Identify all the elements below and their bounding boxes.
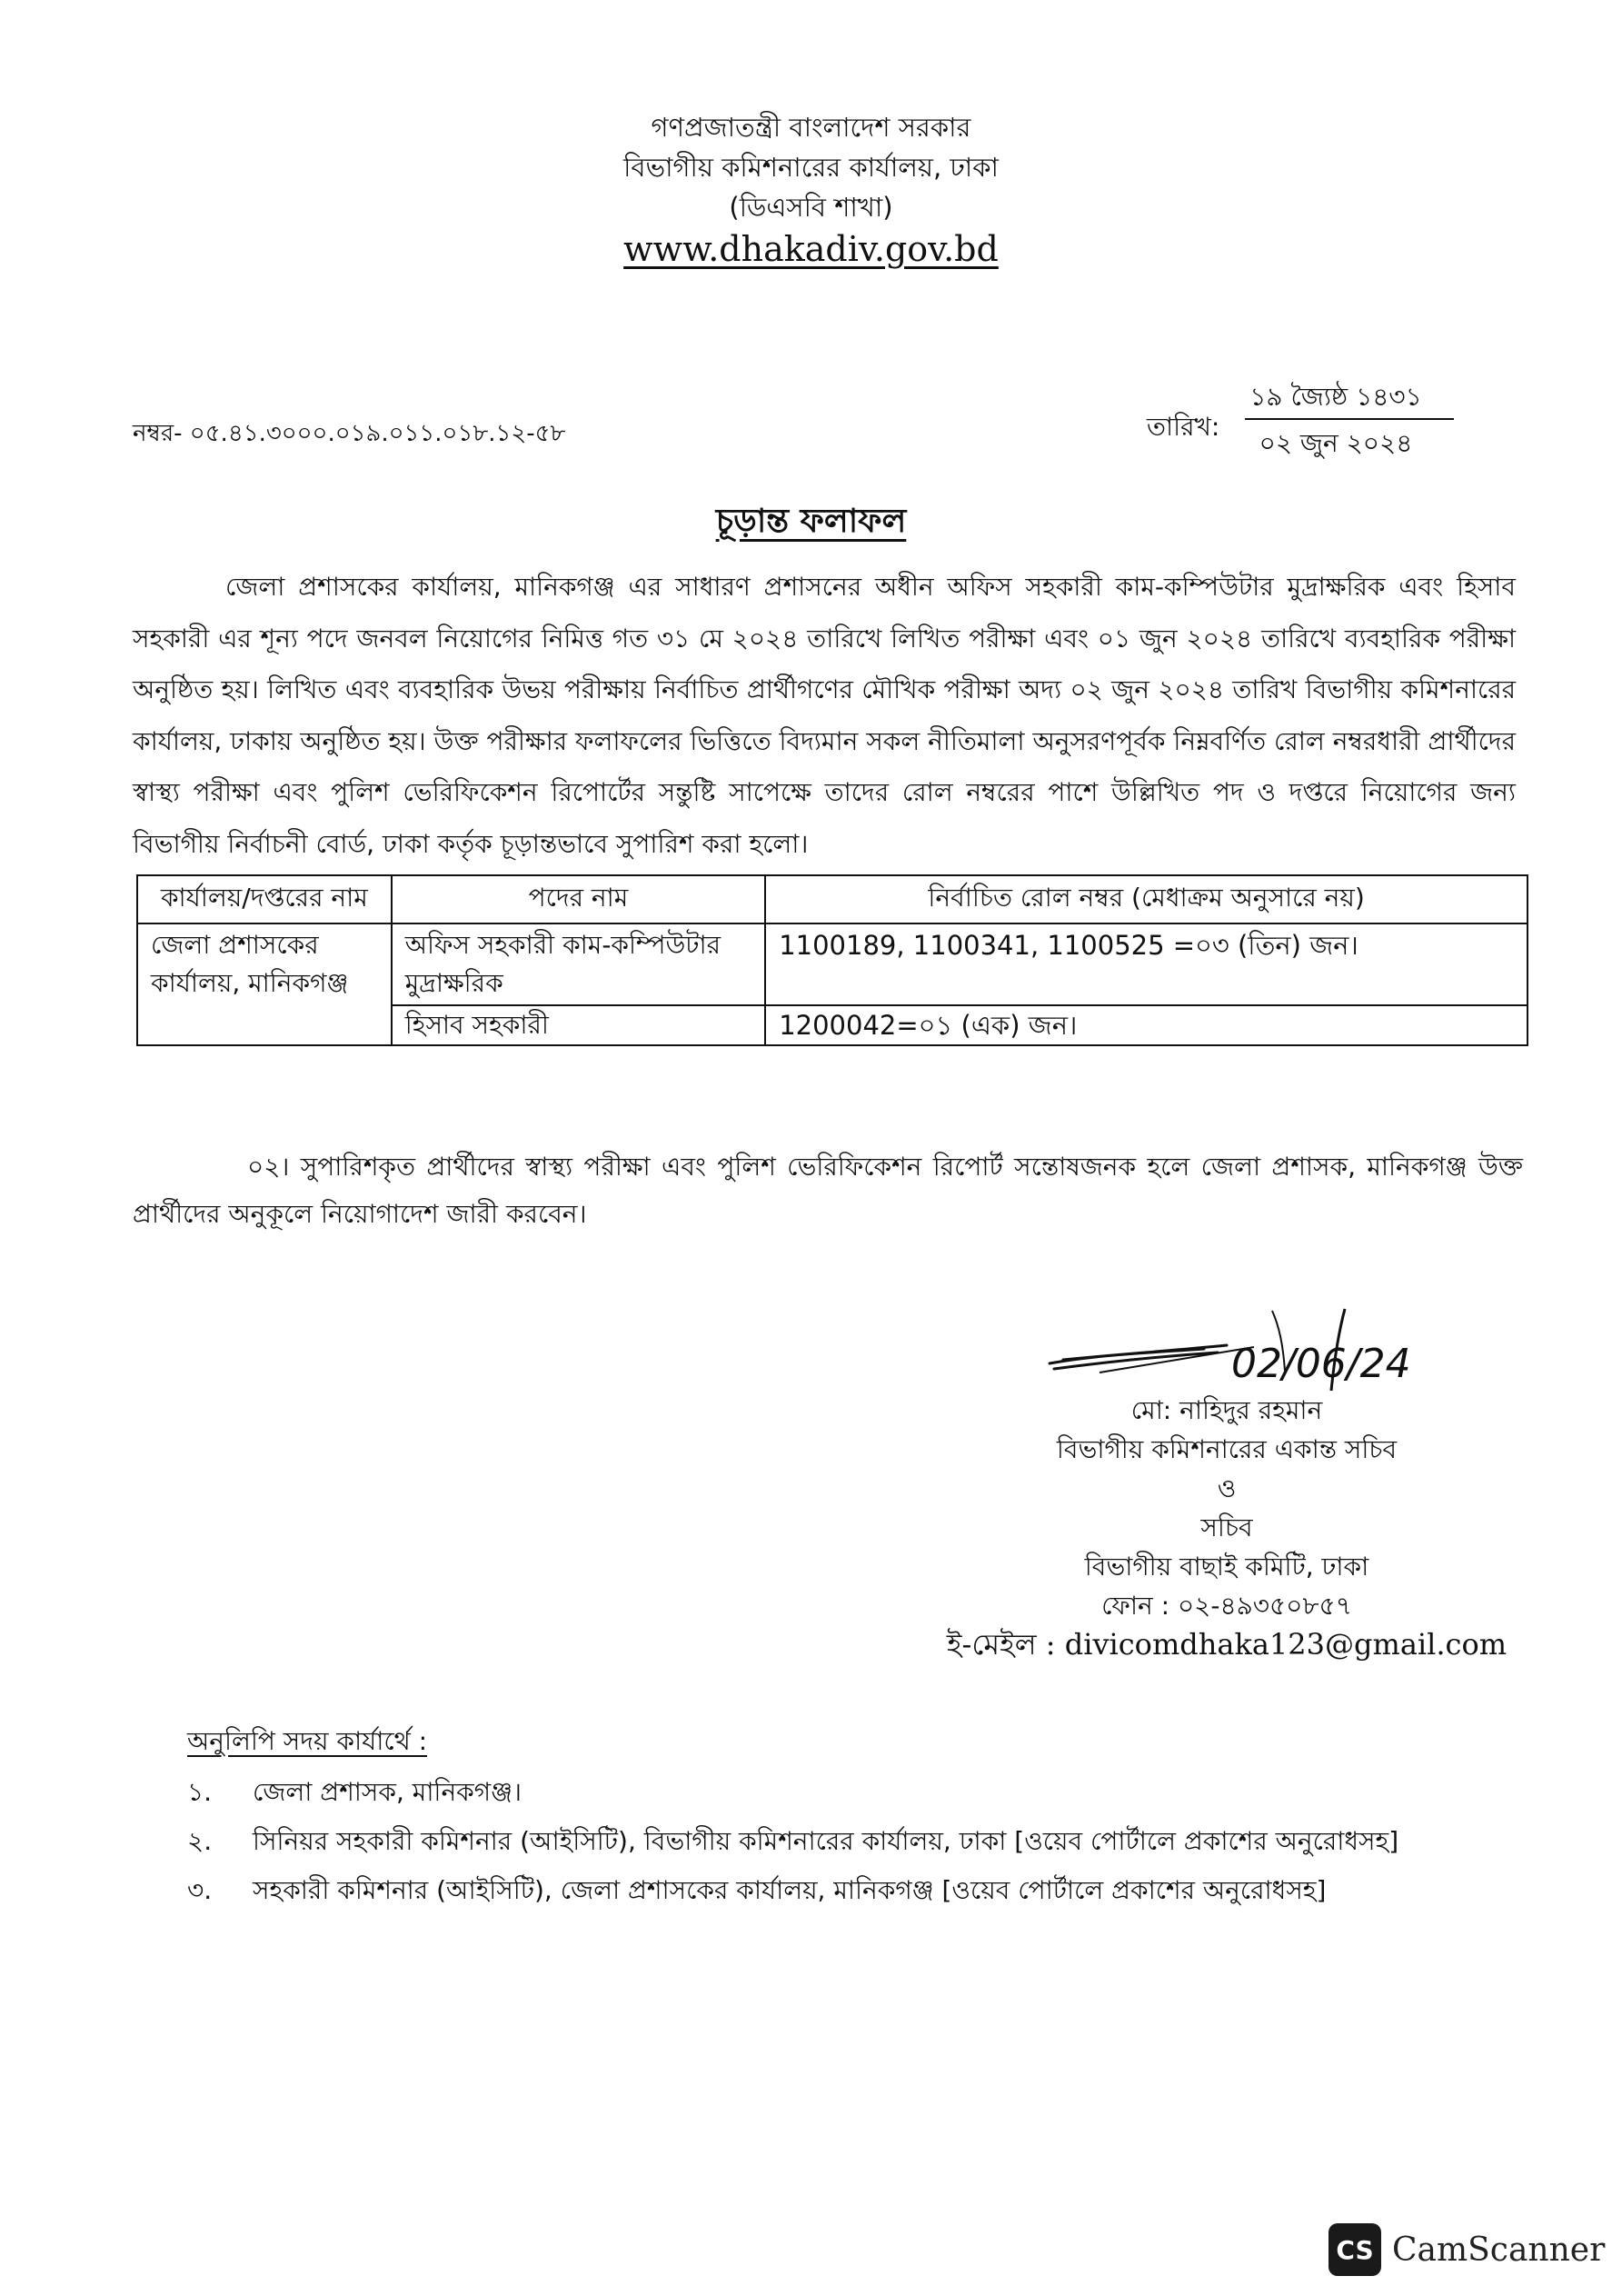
table-cell-rolls: 1100189, 1100341, 1100525 =০৩ (তিন) জন। [765, 923, 1527, 1005]
table-header-row [137, 875, 1527, 923]
list-item-number: ৩. [187, 1875, 213, 1905]
signatory-email[interactable]: ই-মেইল : divicomdhaka123@gmail.com [946, 1627, 1508, 1662]
date-bangla: ১৯ জ্যৈষ্ঠ ১৪৩১ [1249, 382, 1422, 412]
table-header-rolls: নির্বাচিত রোল নম্বর (মেধাক্রম অনুসারে নয়) [765, 875, 1527, 923]
memo-reference: নম্বর- ০৫.৪১.৩০০০.০১৯.০১১.০১৮.১২-৫৮ [133, 420, 566, 447]
table-row [137, 923, 1527, 1005]
signatory-phone: ফোন : ০২-৪৯৩৫০৮৫৭ [1101, 1591, 1352, 1621]
list-item-text: জেলা প্রশাসক, মানিকগঞ্জ। [253, 1777, 522, 1807]
date-divider [1245, 418, 1454, 420]
table-header-post: পদের নাম [392, 875, 765, 923]
website-link[interactable]: www.dhakadiv.gov.bd [623, 229, 999, 269]
table-cell-post: হিসাব সহকারী [392, 1005, 765, 1045]
table-cell-office: জেলা প্রশাসকের কার্যালয়, মানিকগঞ্জ [137, 923, 392, 1045]
body-paragraph [133, 562, 1516, 870]
document-title: চূড়ান্ত ফলাফল [715, 503, 907, 540]
office-name: বিভাগীয় কমিশনারের কার্যালয়, ঢাকা [623, 152, 999, 183]
table-cell-post: অফিস সহকারী কাম-কম্পিউটার মুদ্রাক্ষরিক [392, 923, 765, 1005]
signature-date: 02/06/24 [1231, 1341, 1411, 1387]
signatory-committee: বিভাগীয় বাছাই কমিটি, ঢাকা [1084, 1552, 1369, 1582]
government-name: গণপ্রজাতন্ত্রী বাংলাদেশ সরকার [651, 112, 971, 143]
camscanner-label: CamScanner [1392, 2231, 1606, 2269]
result-table [136, 874, 1528, 1046]
date-label: তারিখ: [1147, 412, 1220, 442]
signatory-name: মো: নাহিদুর রহমান [1130, 1395, 1323, 1425]
camscanner-logo-icon: CS [1328, 2223, 1381, 2276]
camscanner-watermark [1328, 2223, 1605, 2276]
signatory-designation: বিভাগীয় কমিশনারের একান্ত সচিব [1056, 1434, 1398, 1464]
list-item [187, 1822, 1496, 1871]
list-item [187, 1871, 1496, 1920]
list-item-number: ১. [187, 1777, 213, 1807]
signatory-conjunction: ও [1217, 1473, 1237, 1503]
list-item-number: ২. [187, 1826, 213, 1856]
list-item-text: সহকারী কমিশনার (আইসিটি), জেলা প্রশাসকের কার্যালয়, মানিকগঞ্জ [ওয়েব পোর্টালে প্রকাশের অনুরোধসহ] [253, 1875, 1327, 1905]
body-paragraph-text: জেলা প্রশাসকের কার্যালয়, মানিকগঞ্জ এর সাধারণ প্রশাসনের অধীন অফিস সহকারী কাম-কম্পিউটার মুদ্রাক্ষরিক এবং হিসাব সহকারী এর শূন্য পদে জনবল নিয়োগের নিমিত্ত গত ৩১ মে ২০২৪ তারিখে লিখিত পরীক্ষা এবং ০১ জুন ২০২৪ তারিখে ব্যবহারিক পরীক্ষা অনুষ্ঠিত হয়। লিখিত এবং ব্যবহারিক উভয় পরীক্ষায় নির্বাচিত প্রার্থীগণের মৌখিক পরীক্ষা অদ্য ০২ জুন ২০২৪ তারিখ বিভাগীয় কমিশনারের কার্যালয়, ঢাকায় অনুষ্ঠিত হয়। উক্ত পরীক্ষার ফলাফলের ভিত্তিতে বিদ্যমান সকল নীতিমালা অনুসরণপূর্বক নিম্নবর্ণিত রোল নম্বরধারী প্রার্থীদের স্বাস্থ্য পরীক্ষা এবং পুলিশ ভেরিফিকেশন রিপোর্টের সন্তুষ্টি সাপেক্ষে তাদের রোল নম্বরের পাশে উল্লিখিত পদ ও দপ্তরে নিয়োগের জন্য বিভাগীয় নির্বাচনী বোর্ড, ঢাকা কর্তৃক চূড়ান্তভাবে সুপারিশ করা হলো। [133, 572, 1516, 859]
copies-heading: অনুলিপি সদয় কার্যার্থে : [187, 1726, 428, 1756]
letterhead [0, 107, 1622, 269]
list-item [187, 1772, 1496, 1822]
signatory-designation-secondary: সচিব [1200, 1512, 1253, 1542]
second-paragraph [133, 1143, 1523, 1238]
branch-name: (ডিএসবি শাখা) [729, 192, 893, 223]
copies-list [187, 1772, 1496, 1920]
list-item-text: সিনিয়র সহকারী কমিশনার (আইসিটি), বিভাগীয় কমিশনারের কার্যালয়, ঢাকা [ওয়েব পোর্টালে প্রকাশের অনুরোধসহ] [253, 1826, 1399, 1856]
table-header-office: কার্যালয়/দপ্তরের নাম [137, 875, 392, 923]
second-paragraph-text: ০২। সুপারিশকৃত প্রার্থীদের স্বাস্থ্য পরীক্ষা এবং পুলিশ ভেরিফিকেশন রিপোর্ট সন্তোষজনক হলে জেলা প্রশাসক, মানিকগঞ্জ উক্ত প্রার্থীদের অনুকূলে নিয়োগাদেশ জারী করবেন। [133, 1152, 1523, 1229]
table-cell-rolls: 1200042=০১ (এক) জন। [765, 1005, 1527, 1045]
date-gregorian: ০২ জুন ২০২৪ [1259, 428, 1413, 458]
signatory-block [936, 1391, 1518, 1664]
